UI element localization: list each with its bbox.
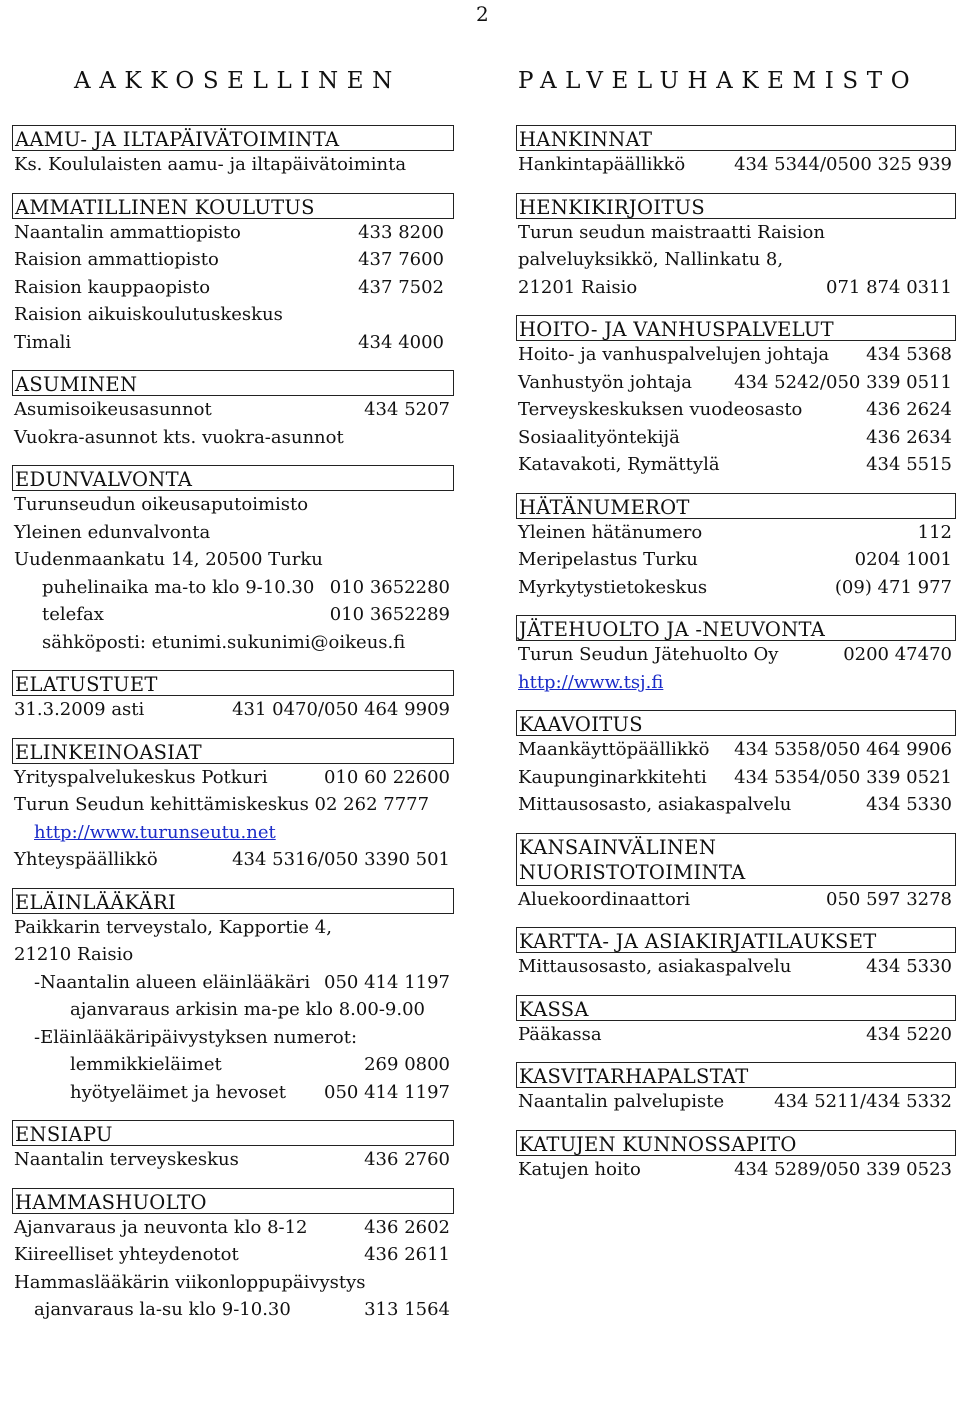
section-heading: AAMU- JA ILTAPÄIVÄTOIMINTA (12, 125, 454, 151)
directory-entry (12, 574, 454, 602)
entry-label: Naantalin ammattiopisto (14, 221, 241, 243)
directory-entry (12, 941, 454, 969)
directory-entry (516, 451, 956, 479)
entry-label: Kiireelliset yhteydenotot (14, 1244, 239, 1265)
directory-entry (12, 846, 454, 874)
directory-entry (12, 696, 454, 724)
directory-section (516, 833, 956, 914)
phone-number: 313 1564 (364, 1299, 450, 1320)
directory-entry (12, 1024, 454, 1052)
phone-number: 050 414 1197 (324, 1081, 450, 1103)
directory-entry (12, 914, 454, 942)
directory-entry (12, 546, 454, 574)
directory-entry (516, 791, 956, 819)
directory-section (516, 615, 956, 696)
service-directory-sections (516, 125, 956, 1197)
section-heading: KARTTA- JA ASIAKIRJATILAUKSET (516, 927, 956, 953)
phone-number: 434 5330 (866, 956, 952, 977)
phone-number: 434 5242/050 339 0511 (734, 371, 952, 393)
phone-number: 434 5207 (364, 399, 450, 420)
directory-entry (12, 1296, 454, 1324)
entry-label: Hoito- ja vanhuspalvelujen johtaja (518, 344, 830, 365)
section-heading: JÄTEHUOLTO JA -NEUVONTA (516, 615, 956, 641)
entry-label: ajanvaraus la-su klo 9-10.30 (34, 1299, 291, 1320)
phone-number: 437 7600 (358, 249, 444, 270)
entry-label: Turun seudun maistraatti Raision (518, 221, 825, 243)
entry-label: Hankintapäällikkö (518, 154, 686, 175)
entry-label: 21210 Raisio (14, 944, 134, 965)
directory-entry (12, 519, 454, 547)
phone-number: 436 2624 (866, 399, 952, 420)
section-heading: KATUJEN KUNNOSSAPITO (516, 1130, 956, 1156)
phone-number: (09) 471 977 (834, 576, 952, 598)
phone-number: 434 4000 (358, 331, 444, 353)
directory-section (12, 193, 454, 357)
directory-entry (12, 969, 454, 997)
phone-number: 434 5344/0500 325 939 (734, 154, 952, 175)
directory-section (12, 1188, 454, 1324)
entry-label: Raision ammattiopisto (14, 249, 219, 270)
entry-label: ajanvaraus arkisin ma-pe klo 8.00-9.00 (70, 999, 425, 1020)
directory-entry (12, 1241, 454, 1269)
entry-label: Myrkytystietokeskus (518, 576, 708, 598)
phone-number: 269 0800 (364, 1054, 450, 1075)
column-title-service-directory: PALVELUHAKEMISTO (518, 68, 919, 94)
phone-number: 071 874 0311 (826, 276, 952, 298)
section-heading: ENSIAPU (12, 1120, 454, 1146)
phone-number: 010 3652289 (329, 604, 450, 625)
directory-entry (12, 996, 454, 1024)
directory-entry (516, 396, 956, 424)
entry-label: Raision aikuiskoulutuskeskus (14, 304, 283, 325)
entry-label: 21201 Raisio (518, 276, 638, 298)
entry-label: Yrityspalvelukeskus Potkuri (14, 766, 268, 788)
directory-section (12, 125, 454, 179)
entry-label: Naantalin terveyskeskus (14, 1149, 239, 1170)
directory-entry (516, 574, 956, 602)
entry-label: hyötyeläimet ja hevoset (70, 1081, 286, 1103)
entry-label: Kaupunginarkkitehti (518, 766, 707, 788)
directory-entry (516, 736, 956, 764)
section-heading: AMMATILLINEN KOULUTUS (12, 193, 454, 219)
directory-entry (516, 341, 956, 369)
phone-number: 436 2760 (364, 1149, 450, 1170)
directory-entry[interactable] (516, 669, 956, 697)
directory-entry (12, 1146, 454, 1174)
phone-number: 112 (917, 521, 952, 543)
entry-label: Turun Seudun kehittämiskeskus 02 262 7777 (14, 794, 430, 815)
section-heading: HOITO- JA VANHUSPALVELUT (516, 315, 956, 341)
section-heading: KANSAINVÄLINEN NUORISTOTOIMINTA (516, 833, 956, 886)
directory-entry (12, 491, 454, 519)
directory-entry (516, 764, 956, 792)
entry-label: Maankäyttöpäällikkö (518, 739, 710, 760)
entry-label: -Eläinlääkäripäivystyksen numerot: (34, 1026, 358, 1048)
section-heading: ASUMINEN (12, 370, 454, 396)
entry-label: Vuokra-asunnot kts. vuokra-asunnot (14, 426, 344, 448)
directory-entry (516, 1088, 956, 1116)
phone-number: 436 2634 (866, 426, 952, 448)
phone-number: 437 7502 (358, 276, 444, 298)
entry-label: Paikkarin terveystalo, Kapportie 4, (14, 916, 332, 938)
entry-label: Raision kauppaopisto (14, 276, 211, 298)
directory-entry (516, 1156, 956, 1184)
directory-section (12, 738, 454, 874)
section-heading: HENKIKIRJOITUS (516, 193, 956, 219)
entry-label: Mittausosasto, asiakaspalvelu (518, 794, 792, 815)
section-heading: KASSA (516, 995, 956, 1021)
phone-number: 433 8200 (358, 221, 444, 243)
phone-number: 434 5515 (866, 454, 952, 475)
phone-number: 434 5316/050 3390 501 (232, 849, 450, 870)
directory-entry (12, 1079, 454, 1107)
entry-label: Asumisoikeusasunnot (14, 399, 212, 420)
entry-label: Mittausosasto, asiakaspalvelu (518, 956, 792, 977)
column-title-alphabetical: AAKKOSELLINEN (74, 68, 401, 94)
directory-section (12, 888, 454, 1107)
entry-label: Ajanvaraus ja neuvonta klo 8-12 (14, 1216, 308, 1238)
section-heading: KASVITARHAPALSTAT (516, 1062, 956, 1088)
entry-label: Sosiaalityöntekijä (518, 426, 680, 448)
directory-entry (12, 1269, 454, 1297)
phone-number: 434 5358/050 464 9906 (734, 739, 952, 760)
entry-label: Terveyskeskuksen vuodeosasto (518, 399, 803, 420)
entry-label: Pääkassa (518, 1023, 602, 1045)
directory-entry (12, 246, 448, 274)
directory-entry (12, 301, 454, 329)
directory-entry (516, 519, 956, 547)
entry-label: Hammaslääkärin viikonloppupäivystys (14, 1271, 366, 1293)
entry-label: palveluyksikkö, Nallinkatu 8, (518, 249, 784, 270)
directory-section (516, 193, 956, 302)
directory-entry (12, 764, 454, 792)
entry-label: 31.3.2009 asti (14, 699, 145, 720)
phone-number: 050 414 1197 (324, 971, 450, 993)
phone-number: 434 5289/050 339 0523 (734, 1158, 952, 1180)
directory-entry[interactable] (12, 819, 454, 847)
phone-number: 436 2611 (364, 1244, 450, 1265)
website-link[interactable]: http://www.tsj.fi (518, 671, 664, 693)
directory-entry (12, 601, 454, 629)
entry-label: Turun Seudun Jätehuolto Oy (518, 644, 779, 665)
entry-label: Meripelastus Turku (518, 549, 698, 570)
directory-section (516, 493, 956, 602)
entry-label: Aluekoordinaattori (518, 888, 691, 910)
entry-label: Ks. Koululaisten aamu- ja iltapäivätoiminta (14, 154, 407, 175)
entry-label: puhelinaika ma-to klo 9-10.30 (42, 576, 315, 598)
directory-entry (12, 629, 454, 657)
phone-number: 434 5220 (866, 1023, 952, 1045)
section-heading: KAAVOITUS (516, 710, 956, 736)
directory-entry (516, 1021, 956, 1049)
entry-label: -Naantalin alueen eläinlääkäri (34, 971, 311, 993)
directory-entry (12, 329, 448, 357)
section-heading: ELÄINLÄÄKÄRI (12, 888, 454, 914)
entry-label: Yleinen hätänumero (518, 521, 703, 543)
directory-section (12, 1120, 454, 1174)
directory-entry (12, 791, 454, 819)
phone-number: 010 60 22600 (324, 766, 450, 788)
directory-entry (516, 546, 956, 574)
directory-entry (12, 219, 448, 247)
directory-entry (12, 151, 454, 179)
section-heading: ELINKEINOASIAT (12, 738, 454, 764)
phone-number: 010 3652280 (329, 576, 450, 598)
section-heading: EDUNVALVONTA (12, 465, 454, 491)
directory-section (516, 995, 956, 1049)
section-heading: HÄTÄNUMEROT (516, 493, 956, 519)
section-heading: HAMMASHUOLTO (12, 1188, 454, 1214)
directory-section (12, 465, 454, 656)
directory-entry (516, 369, 956, 397)
directory-entry (12, 424, 454, 452)
directory-section (516, 710, 956, 819)
entry-label: Yhteyspäällikkö (14, 849, 158, 870)
directory-entry (12, 396, 454, 424)
phone-number: 0204 1001 (854, 549, 952, 570)
directory-entry (516, 424, 956, 452)
section-heading: ELATUSTUET (12, 670, 454, 696)
directory-section (12, 370, 454, 451)
directory-section (516, 927, 956, 981)
phone-number: 434 5354/050 339 0521 (734, 766, 952, 788)
directory-entry (12, 274, 448, 302)
directory-entry (516, 219, 956, 247)
directory-entry (516, 886, 956, 914)
directory-section (516, 315, 956, 479)
page-number: 2 (476, 2, 489, 26)
alphabetical-sections (12, 125, 454, 1338)
phone-number: 431 0470/050 464 9909 (232, 699, 450, 720)
phone-number: 050 597 3278 (826, 888, 952, 910)
entry-label: Timali (14, 331, 72, 353)
entry-label: Katujen hoito (518, 1158, 641, 1180)
phone-number: 0200 47470 (843, 644, 952, 665)
entry-label: lemmikkieläimet (70, 1054, 222, 1075)
section-heading: HANKINNAT (516, 125, 956, 151)
directory-section (516, 1062, 956, 1116)
entry-label: Yleinen edunvalvonta (14, 521, 211, 543)
directory-entry (516, 274, 956, 302)
entry-label: Katavakoti, Rymättylä (518, 454, 720, 475)
phone-number: 434 5368 (866, 344, 952, 365)
phone-number: 434 5330 (866, 794, 952, 815)
directory-section (12, 670, 454, 724)
directory-section (516, 1130, 956, 1184)
entry-label: sähköposti: etunimi.sukunimi@oikeus.fi (42, 631, 406, 653)
directory-entry (516, 246, 956, 274)
directory-entry (12, 1214, 454, 1242)
entry-label: Naantalin palvelupiste (518, 1091, 725, 1112)
entry-label: Vanhustyön johtaja (518, 371, 692, 393)
phone-number: 434 5211/434 5332 (774, 1091, 952, 1112)
entry-label: Uudenmaankatu 14, 20500 Turku (14, 549, 323, 570)
directory-entry (12, 1051, 454, 1079)
directory-section (516, 125, 956, 179)
directory-entry (516, 151, 956, 179)
phone-number: 436 2602 (364, 1216, 450, 1238)
entry-label: Turunseudun oikeusaputoimisto (14, 494, 309, 515)
directory-entry (516, 953, 956, 981)
website-link[interactable]: http://www.turunseutu.net (34, 821, 276, 843)
directory-entry (516, 641, 956, 669)
entry-label: telefax (42, 604, 104, 625)
